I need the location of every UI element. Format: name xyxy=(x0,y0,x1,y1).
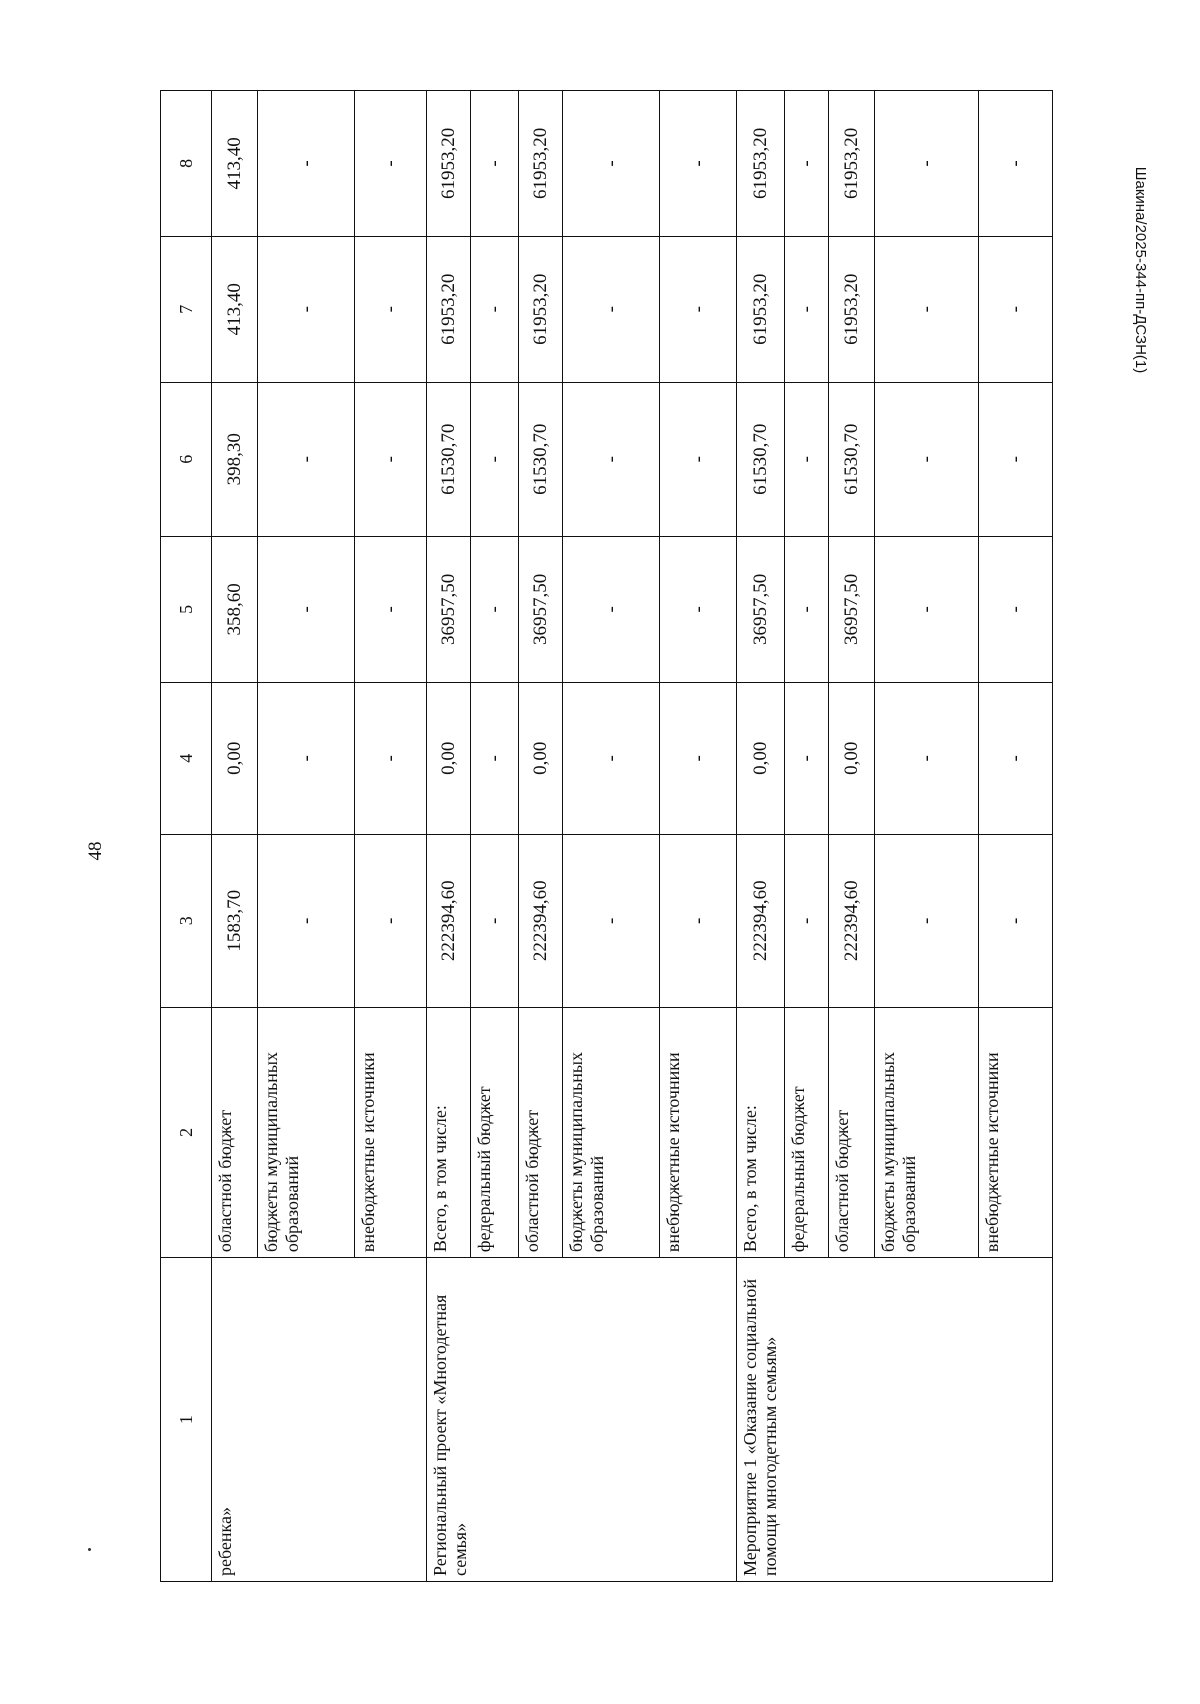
value-cell: 36957,50 xyxy=(426,536,470,682)
row-name-cell: ребенка» xyxy=(211,1258,426,1582)
value-cell: - xyxy=(978,382,1052,536)
value-cell: - xyxy=(563,382,660,536)
value-cell: - xyxy=(563,91,660,237)
funding-source-cell: бюджеты муниципальных образований xyxy=(563,1007,660,1257)
value-cell: - xyxy=(978,834,1052,1007)
value-cell: 36957,50 xyxy=(828,536,875,682)
value-cell: 1583,70 xyxy=(211,834,258,1007)
funding-source-cell: областной бюджет xyxy=(211,1007,258,1257)
value-cell: - xyxy=(785,91,828,237)
value-cell: - xyxy=(875,91,979,237)
value-cell: 36957,50 xyxy=(736,536,785,682)
value-cell: 0,00 xyxy=(828,682,875,834)
value-cell: 36957,50 xyxy=(518,536,562,682)
value-cell: 358,60 xyxy=(211,536,258,682)
value-cell: - xyxy=(563,834,660,1007)
value-cell: - xyxy=(978,236,1052,382)
value-cell: - xyxy=(470,382,518,536)
row-name-cell: Региональный проект «Многодетная семья» xyxy=(426,1258,736,1582)
value-cell: - xyxy=(978,536,1052,682)
value-cell: 398,30 xyxy=(211,382,258,536)
value-cell: 61953,20 xyxy=(828,236,875,382)
value-cell: 61530,70 xyxy=(736,382,785,536)
value-cell: - xyxy=(875,834,979,1007)
table-row xyxy=(736,91,785,1582)
funding-source-cell: бюджеты муниципальных образований xyxy=(875,1007,979,1257)
budget-table-frame xyxy=(160,90,1053,1582)
funding-source-cell: областной бюджет xyxy=(518,1007,562,1257)
value-cell: - xyxy=(354,834,426,1007)
value-cell: - xyxy=(785,382,828,536)
header-cell-6: 6 xyxy=(161,382,212,536)
value-cell: - xyxy=(354,236,426,382)
value-cell: 61953,20 xyxy=(736,91,785,237)
value-cell: - xyxy=(258,382,354,536)
value-cell: - xyxy=(785,834,828,1007)
funding-source-cell: федеральный бюджет xyxy=(470,1007,518,1257)
budget-table xyxy=(160,90,1053,1582)
value-cell: - xyxy=(660,682,736,834)
value-cell: 61530,70 xyxy=(518,382,562,536)
value-cell: 61953,20 xyxy=(426,236,470,382)
value-cell: - xyxy=(660,382,736,536)
value-cell: - xyxy=(785,236,828,382)
value-cell: - xyxy=(354,536,426,682)
value-cell: 61530,70 xyxy=(828,382,875,536)
value-cell: - xyxy=(660,536,736,682)
document-code: Шакина/2025-344-пп-ДСЗН(1) xyxy=(1132,166,1149,374)
value-cell: - xyxy=(563,682,660,834)
funding-source-cell: федеральный бюджет xyxy=(785,1007,828,1257)
header-cell-3: 3 xyxy=(161,834,212,1007)
header-row xyxy=(161,91,212,1582)
value-cell: 222394,60 xyxy=(828,834,875,1007)
row-name-cell: Мероприятие 1 «Оказание социальной помощи многодетным семьям» xyxy=(736,1258,1052,1582)
value-cell: - xyxy=(875,236,979,382)
funding-source-cell: внебюджетные источники xyxy=(660,1007,736,1257)
funding-source-cell: бюджеты муниципальных образований xyxy=(258,1007,354,1257)
value-cell: - xyxy=(660,91,736,237)
header-cell-2: 2 xyxy=(161,1007,212,1257)
value-cell: 61953,20 xyxy=(736,236,785,382)
value-cell: 61953,20 xyxy=(518,91,562,237)
value-cell: 61953,20 xyxy=(518,236,562,382)
value-cell: 222394,60 xyxy=(518,834,562,1007)
scan-speck xyxy=(88,1548,91,1551)
value-cell: - xyxy=(875,682,979,834)
value-cell: - xyxy=(258,91,354,237)
header-cell-7: 7 xyxy=(161,236,212,382)
funding-source-cell: Всего, в том числе: xyxy=(426,1007,470,1257)
value-cell: - xyxy=(563,536,660,682)
value-cell: - xyxy=(470,91,518,237)
value-cell: 0,00 xyxy=(211,682,258,834)
value-cell: 61953,20 xyxy=(426,91,470,237)
page-number: 48 xyxy=(85,841,106,861)
funding-source-cell: Всего, в том числе: xyxy=(736,1007,785,1257)
value-cell: 0,00 xyxy=(736,682,785,834)
value-cell: - xyxy=(660,236,736,382)
header-cell-4: 4 xyxy=(161,682,212,834)
value-cell: - xyxy=(258,834,354,1007)
value-cell: - xyxy=(470,236,518,382)
value-cell: - xyxy=(354,382,426,536)
value-cell: - xyxy=(354,682,426,834)
value-cell: - xyxy=(470,682,518,834)
value-cell: 61953,20 xyxy=(828,91,875,237)
value-cell: - xyxy=(563,236,660,382)
value-cell: - xyxy=(978,91,1052,237)
value-cell: 413,40 xyxy=(211,236,258,382)
header-cell-1: 1 xyxy=(161,1258,212,1582)
value-cell: 61530,70 xyxy=(426,382,470,536)
funding-source-cell: областной бюджет xyxy=(828,1007,875,1257)
funding-source-cell: внебюджетные источники xyxy=(354,1007,426,1257)
value-cell: - xyxy=(258,536,354,682)
value-cell: 222394,60 xyxy=(736,834,785,1007)
value-cell: - xyxy=(785,536,828,682)
value-cell: - xyxy=(978,682,1052,834)
value-cell: - xyxy=(875,382,979,536)
value-cell: - xyxy=(660,834,736,1007)
value-cell: 222394,60 xyxy=(426,834,470,1007)
table-row xyxy=(426,91,470,1582)
funding-source-cell: внебюджетные источники xyxy=(978,1007,1052,1257)
value-cell: - xyxy=(470,834,518,1007)
value-cell: - xyxy=(258,682,354,834)
table-row xyxy=(211,91,258,1582)
header-cell-5: 5 xyxy=(161,536,212,682)
value-cell: 413,40 xyxy=(211,91,258,237)
value-cell: - xyxy=(258,236,354,382)
value-cell: - xyxy=(354,91,426,237)
value-cell: - xyxy=(785,682,828,834)
value-cell: - xyxy=(875,536,979,682)
value-cell: - xyxy=(470,536,518,682)
value-cell: 0,00 xyxy=(518,682,562,834)
value-cell: 0,00 xyxy=(426,682,470,834)
header-cell-8: 8 xyxy=(161,91,212,237)
